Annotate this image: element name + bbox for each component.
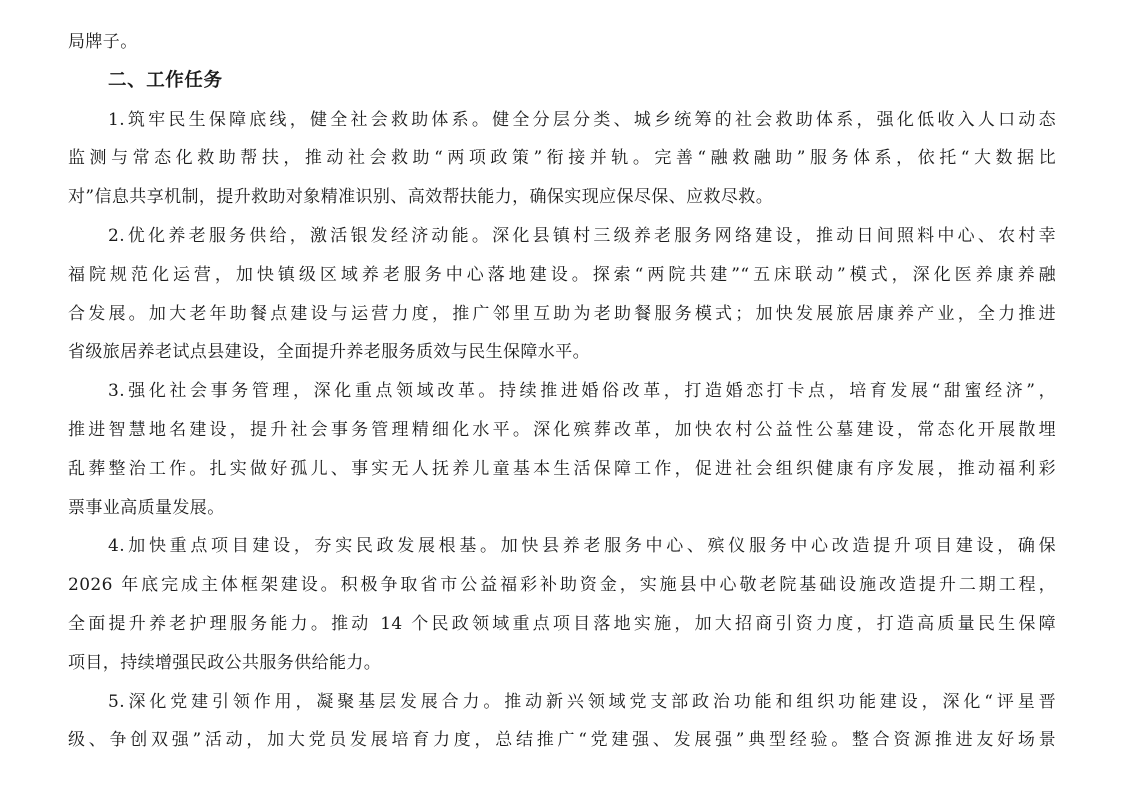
intro-tail-line: 局牌子。 xyxy=(68,32,138,52)
document-page xyxy=(68,23,1056,760)
paragraph-line: 合发展。加大老年助餐点建设与运营力度，推广邻里互助为老助餐服务模式；加快发展旅居康养产业，全力推进 xyxy=(68,303,1056,324)
paragraph-line: 监测与常态化救助帮扶，推动社会救助“两项政策”衔接并轨。完善“融救融助”服务体系，依托“大数据比 xyxy=(68,148,1056,169)
paragraph-line: 2.优化养老服务供给，激活银发经济动能。深化县镇村三级养老服务网络建设，推动日间照料中心、农村幸 xyxy=(108,225,1056,246)
paragraph-1 xyxy=(68,101,1056,217)
paragraph-line: 省级旅居养老试点县建设，全面提升养老服务质效与民生保障水平。 xyxy=(68,342,590,363)
paragraph-line: 级、争创双强”活动，加大党员发展培育力度，总结推广“党建强、发展强”典型经验。整合资源推进友好场景 xyxy=(68,730,1056,751)
paragraph-line: 项目，持续增强民政公共服务供给能力。 xyxy=(68,652,382,673)
paragraph-line: 4.加快重点项目建设，夯实民政发展根基。加快县养老服务中心、殡仪服务中心改造提升项目建设，确保 xyxy=(108,536,1056,557)
paragraph-line: 福院规范化运营，加快镇级区域养老服务中心落地建设。探索“两院共建”“五床联动”模式，深化医养康养融 xyxy=(68,264,1056,285)
section-heading: 二、工作任务 xyxy=(108,69,223,91)
paragraph-line: 票事业高质量发展。 xyxy=(68,497,225,518)
paragraph-line: 1.筑牢民生保障底线，健全社会救助体系。健全分层分类、城乡统筹的社会救助体系，强化低收入人口动态 xyxy=(108,109,1056,130)
paragraph-line: 全面提升养老护理服务能力。推动 14 个民政领域重点项目落地实施，加大招商引资力度，打造高质量民生保障 xyxy=(68,613,1056,634)
paragraph-line: 推进智慧地名建设，提升社会事务管理精细化水平。深化殡葬改革，加快农村公益性公墓建设，常态化开展散埋 xyxy=(68,419,1056,440)
paragraph-line: 2026 年底完成主体框架建设。积极争取省市公益福彩补助资金，实施县中心敬老院基础设施改造提升二期工程， xyxy=(68,575,1056,596)
paragraph-line: 5.深化党建引领作用，凝聚基层发展合力。推动新兴领域党支部政治功能和组织功能建设，深化“评星晋 xyxy=(108,691,1056,712)
paragraph-line: 3.强化社会事务管理，深化重点领域改革。持续推进婚俗改革，打造婚恋打卡点，培育发展“甜蜜经济”， xyxy=(108,381,1056,402)
paragraph-4 xyxy=(68,527,1056,682)
paragraph-list xyxy=(68,101,1056,761)
paragraph-line: 对”信息共享机制，提升救助对象精准识别、高效帮扶能力，确保实现应保尽保、应救尽救。 xyxy=(68,187,774,208)
paragraph-line: 乱葬整治工作。扎实做好孤儿、事实无人抚养儿童基本生活保障工作，促进社会组织健康有序发展，推动福利彩 xyxy=(68,458,1056,479)
paragraph-5 xyxy=(68,683,1056,761)
paragraph-2 xyxy=(68,217,1056,372)
paragraph-3 xyxy=(68,372,1056,527)
